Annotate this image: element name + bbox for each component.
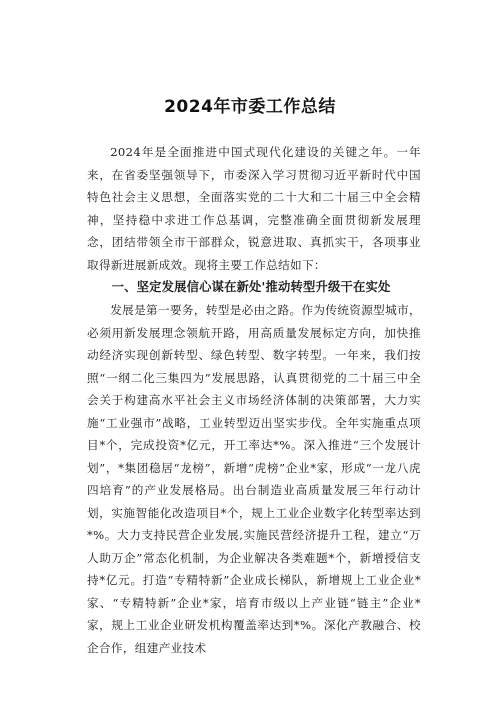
document-title: 2024年市委工作总结 xyxy=(164,97,336,117)
intro-paragraph: 2024年是全面推进中国式现代化建设的关键之年。一年来，在省委坚强领导下，市委深入学习贯彻习近平新时代中国特色社会主义思想，全面落实党的二十大和二十届三中全会精神，坚持稳中求进工作总基调，完整准确全面贯彻新发展理念，团结带领全市干部群众，锐意进取、真抓实干，各项事业取得新进展新成效。现将主要工作总结如下： xyxy=(87,145,421,272)
section-1-paragraph: 发展是第一要务，转型是必由之路。作为传统资源型城市，必须用新发展理念领航开路，用高质量发展标定方向，加快推动经济实现创新转型、绿色转型、数字转型。一年来，我们按照“一纲二化三集四为”发展思路，认真贯彻党的二十届三中全会关于构建高水平社会主义市场经济体制的决策部署，大力实施“工业强市”战略，工业转型迈出坚实步伐。全年实施重点项目*个，完成投资*亿元，开工率达*%。深入推进“三个发展计划”，*集团稳居“龙榜”，新增“虎榜”企业*家，形成“一龙八虎四培育”的产业发展格局。出台制造业高质量发展三年行动计划，实施智能化改造项目*个，规上工业企业数字化转型率达到*%。大力支持民营企业发展,实施民营经济提升工程，建立“万人助万企”常态化机制，为企业解决各类难题*个，新增授信支持*亿元。打造“专精特新”企业成长梯队，新增规上工业企业*家、“专精特新”企业*家，培育市级以上产业链“链主”企业*家，规上工业企业研发机构覆盖率达到*%。深化产教融合、校企合作，组建产业技术 xyxy=(87,303,421,655)
section-1-heading: 一、坚定发展信心谋在新处'推动转型升级干在实处 xyxy=(111,280,391,294)
document-body xyxy=(87,141,421,659)
